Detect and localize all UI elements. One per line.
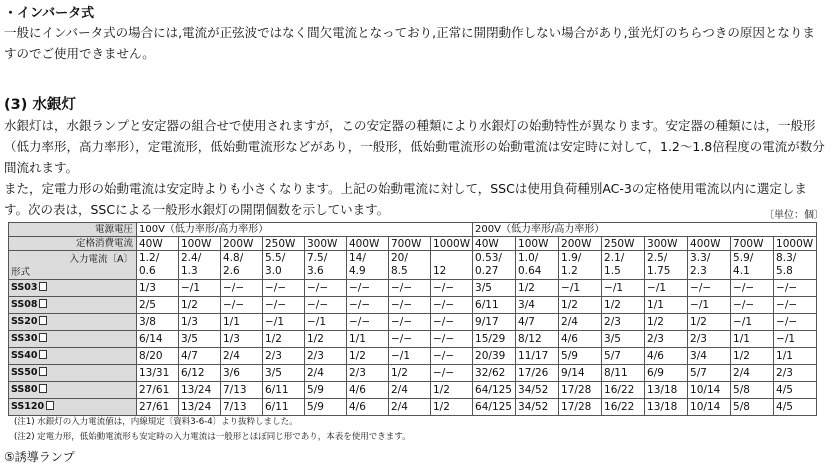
current-top: 2.5/ (647, 252, 668, 264)
current-top: 5.5/ (265, 252, 286, 264)
count-cell: 32/62 (473, 365, 516, 382)
current-bottom: 3.0 (265, 265, 282, 277)
count-cell: 4/5 (774, 382, 817, 399)
header-current-label (9, 251, 137, 280)
count-cell: −/1 (305, 314, 347, 331)
count-cell: −/− (774, 297, 817, 314)
table-row (9, 331, 817, 348)
count-cell: 1/1 (645, 297, 688, 314)
current-cell (263, 251, 305, 280)
count-cell: 13/18 (645, 382, 688, 399)
table-row (9, 280, 817, 297)
count-cell: −/− (305, 297, 347, 314)
current-top: 4.8/ (223, 252, 244, 264)
count-cell: 6/9 (645, 365, 688, 382)
count-cell: 4/6 (559, 331, 602, 348)
current-bottom: 4.9 (349, 265, 366, 277)
count-cell: 1/2 (645, 314, 688, 331)
current-cell (137, 251, 179, 280)
count-cell: 1/2 (263, 331, 305, 348)
count-cell: 1/2 (305, 331, 347, 348)
current-bottom: 0.64 (518, 265, 542, 277)
count-cell: −/− (347, 314, 389, 331)
switching-count-table (8, 222, 817, 416)
count-cell: 1/1 (774, 348, 817, 365)
table-row (9, 348, 817, 365)
current-cell (221, 251, 263, 280)
count-cell: 2/3 (602, 314, 645, 331)
count-cell: 8/12 (516, 331, 559, 348)
count-cell: 1/3 (179, 314, 221, 331)
count-cell: 2/4 (305, 365, 347, 382)
count-cell: −/− (431, 314, 473, 331)
current-bottom: 1.3 (181, 265, 198, 277)
header-power-label: 定格消費電流 (9, 237, 137, 251)
current-cell (305, 251, 347, 280)
current-cell (559, 251, 602, 280)
count-cell: −/1 (774, 331, 817, 348)
count-cell: −/1 (688, 297, 731, 314)
current-cell (431, 251, 473, 280)
table-row (9, 314, 817, 331)
current-top: 7.5/ (307, 252, 328, 264)
count-cell: 6/11 (263, 399, 305, 416)
count-cell: 3/5 (179, 331, 221, 348)
current-bottom: 2.3 (690, 265, 707, 277)
watt-cell: 300W (645, 237, 688, 251)
count-cell: 2/4 (389, 399, 431, 416)
count-cell: 3/5 (473, 280, 516, 297)
current-top: 1.9/ (561, 252, 582, 264)
count-cell: 3/4 (516, 297, 559, 314)
header-row-current (9, 251, 817, 280)
current-bottom: 12 (433, 265, 447, 277)
mercury-heading: (3) 水銀灯 (4, 97, 76, 113)
model-cell: SS20 (9, 314, 137, 331)
current-bottom: 8.5 (391, 265, 408, 277)
model-cell: SS50 (9, 365, 137, 382)
table-row (9, 297, 817, 314)
count-cell: 4/6 (347, 399, 389, 416)
count-cell: 1/2 (431, 382, 473, 399)
count-cell: 5/8 (731, 382, 774, 399)
count-cell: −/− (221, 280, 263, 297)
count-cell: 4/7 (516, 314, 559, 331)
group-200v: 200V（低力率形/高力率形） (473, 223, 817, 237)
next-section-heading: ⑤誘導ランプ (4, 450, 75, 464)
count-cell: 2/3 (688, 331, 731, 348)
count-cell: 16/22 (602, 382, 645, 399)
count-cell: −/− (389, 314, 431, 331)
count-cell: 1/2 (347, 348, 389, 365)
count-cell: 9/17 (473, 314, 516, 331)
count-cell: 3/6 (221, 365, 263, 382)
current-cell (731, 251, 774, 280)
count-cell: 2/3 (305, 348, 347, 365)
count-cell: 2/3 (347, 365, 389, 382)
count-cell: 13/24 (179, 382, 221, 399)
count-cell: 3/5 (602, 331, 645, 348)
count-cell: −/− (774, 280, 817, 297)
count-cell: 1/1 (347, 331, 389, 348)
current-top: 2.1/ (604, 252, 625, 264)
count-cell: 1/2 (389, 365, 431, 382)
count-cell: 17/28 (559, 382, 602, 399)
count-cell: 2/5 (137, 297, 179, 314)
model-cell: SS08 (9, 297, 137, 314)
watt-cell: 1000W (431, 237, 473, 251)
model-cell: SS120 (9, 399, 137, 416)
count-cell: 5/9 (305, 382, 347, 399)
inverter-heading: ・インバータ式 (4, 6, 95, 21)
inverter-text: 一般にインバータ式の場合には,電流が正弦波ではなく間欠電流となっており,正常に開閉動作しない場合があり,蛍光灯のちらつきの原因となりますのでご使用できません。 (4, 25, 815, 61)
count-cell: 17/26 (516, 365, 559, 382)
current-cell (774, 251, 817, 280)
watt-cell: 250W (602, 237, 645, 251)
current-top: 20/ (391, 252, 408, 264)
current-bottom: 0.6 (139, 265, 156, 277)
count-cell: −/1 (179, 280, 221, 297)
count-cell: 1/1 (221, 314, 263, 331)
count-cell: 13/31 (137, 365, 179, 382)
count-cell: 27/61 (137, 399, 179, 416)
count-cell: 8/20 (137, 348, 179, 365)
header-row-voltage (9, 223, 817, 237)
count-cell: 8/11 (602, 365, 645, 382)
current-top: 1.0/ (518, 252, 539, 264)
count-cell: 5/7 (602, 348, 645, 365)
count-cell: 64/125 (473, 382, 516, 399)
model-cell: SS40 (9, 348, 137, 365)
note-1: (注1) 水銀灯の入力電流値は，内線規定〔資料3-6-4〕より抜粋しました。 (14, 417, 298, 427)
count-cell: 2/4 (221, 348, 263, 365)
count-cell: −/− (774, 314, 817, 331)
watt-cell: 100W (516, 237, 559, 251)
count-cell: 5/9 (559, 348, 602, 365)
unit-label: 〔単位：個〕 (764, 210, 824, 221)
current-cell (347, 251, 389, 280)
count-cell: 1/2 (731, 348, 774, 365)
count-cell: 7/13 (221, 399, 263, 416)
count-cell: 16/22 (602, 399, 645, 416)
current-top: 5.9/ (733, 252, 754, 264)
current-label: 入力電流〔A〕 (69, 254, 133, 265)
count-cell: −/− (431, 297, 473, 314)
count-cell: 13/18 (645, 399, 688, 416)
count-cell: 17/28 (559, 399, 602, 416)
count-cell: −/− (431, 365, 473, 382)
count-cell: 34/52 (516, 399, 559, 416)
table-row (9, 382, 817, 399)
count-cell: 6/11 (263, 382, 305, 399)
current-cell (473, 251, 516, 280)
count-cell: 15/29 (473, 331, 516, 348)
mercury-paragraph-1: 水銀灯は，水銀ランプと安定器の組合せで使用されますが，この安定器の種類により水銀灯の始動特性が異なります。安定器の種類には，一般形（低力率形，高力率形），定電流形，低始動電流形などがあり，一般形，低始動電流形の始動電流は安定時に対して，1.2～1.8倍程度の電流が数分間流れます。 (4, 118, 825, 175)
watt-cell: 300W (305, 237, 347, 251)
note-2: (注2) 定電力形，低始動電流形も安定時の入力電流は一般形とほぼ同じ形であり，本表を使用できます。 (14, 432, 411, 442)
count-cell: −/− (389, 297, 431, 314)
count-cell: 34/52 (516, 382, 559, 399)
current-bottom: 5.8 (776, 265, 793, 277)
current-cell (602, 251, 645, 280)
count-cell: −/− (389, 280, 431, 297)
count-cell: −/− (431, 280, 473, 297)
form-label: 形式 (11, 267, 31, 278)
count-cell: 10/14 (688, 382, 731, 399)
count-cell: 1/1 (731, 331, 774, 348)
table-row (9, 399, 817, 416)
count-cell: 7/13 (221, 382, 263, 399)
count-cell: −/− (431, 348, 473, 365)
count-cell: 1/2 (431, 399, 473, 416)
current-top: 2.4/ (181, 252, 202, 264)
count-cell: 6/14 (137, 331, 179, 348)
watt-cell: 1000W (774, 237, 817, 251)
count-cell: 20/39 (473, 348, 516, 365)
count-cell: −/1 (263, 314, 305, 331)
current-bottom: 1.75 (647, 265, 671, 277)
watt-cell: 40W (473, 237, 516, 251)
count-cell: 1/3 (221, 331, 263, 348)
current-cell (179, 251, 221, 280)
watt-cell: 250W (263, 237, 305, 251)
watt-cell: 100W (179, 237, 221, 251)
count-cell: −/− (221, 297, 263, 314)
count-cell: −/− (431, 331, 473, 348)
count-cell: 6/12 (179, 365, 221, 382)
count-cell: 4/7 (179, 348, 221, 365)
current-top: 0.53/ (475, 252, 502, 264)
count-cell: 1/2 (602, 297, 645, 314)
count-cell: 1/2 (688, 314, 731, 331)
watt-cell: 700W (731, 237, 774, 251)
count-cell: 1/3 (137, 280, 179, 297)
watt-cell: 200W (559, 237, 602, 251)
count-cell: −/− (731, 280, 774, 297)
count-cell: 4/6 (645, 348, 688, 365)
count-cell: 2/3 (263, 348, 305, 365)
table-row (9, 365, 817, 382)
current-top: 8.3/ (776, 252, 797, 264)
current-bottom: 4.1 (733, 265, 750, 277)
count-cell: 27/61 (137, 382, 179, 399)
current-cell (516, 251, 559, 280)
count-cell: 11/17 (516, 348, 559, 365)
count-cell: 1/2 (559, 297, 602, 314)
current-bottom: 2.6 (223, 265, 240, 277)
count-cell: −/1 (731, 314, 774, 331)
count-cell: −/1 (559, 280, 602, 297)
watt-cell: 400W (688, 237, 731, 251)
watt-cell: 700W (389, 237, 431, 251)
count-cell: −/− (688, 280, 731, 297)
count-cell: 1/2 (516, 280, 559, 297)
model-cell: SS30 (9, 331, 137, 348)
current-cell (688, 251, 731, 280)
count-cell: −/− (347, 280, 389, 297)
count-cell: 64/125 (473, 399, 516, 416)
count-cell: 2/3 (645, 331, 688, 348)
current-bottom: 3.6 (307, 265, 324, 277)
watt-cell: 200W (221, 237, 263, 251)
count-cell: 2/4 (389, 382, 431, 399)
count-cell: 2/4 (559, 314, 602, 331)
count-cell: 5/8 (731, 399, 774, 416)
current-bottom: 0.27 (475, 265, 499, 277)
current-top: 1.2/ (139, 252, 160, 264)
current-top: 14/ (349, 252, 366, 264)
count-cell: 3/5 (263, 365, 305, 382)
count-cell: 4/6 (347, 382, 389, 399)
watt-cell: 40W (137, 237, 179, 251)
count-cell: −/1 (602, 280, 645, 297)
count-cell: 3/8 (137, 314, 179, 331)
count-cell: 2/4 (731, 365, 774, 382)
current-cell (389, 251, 431, 280)
count-cell: −/− (347, 297, 389, 314)
count-cell: 3/4 (688, 348, 731, 365)
current-top: 3.3/ (690, 252, 711, 264)
current-cell (645, 251, 688, 280)
mercury-paragraph-2: また，定電力形の始動電流は安定時よりも小さくなります。上記の始動電流に対して，SSCは使用負荷種別AC-3の定格使用電流以内に選定します。次の表は，SSCによる一般形水銀灯の開閉個数を示しています。 (4, 181, 807, 217)
model-cell: SS80 (9, 382, 137, 399)
count-cell: −/− (305, 280, 347, 297)
count-cell: 10/14 (688, 399, 731, 416)
current-bottom: 1.5 (604, 265, 621, 277)
count-cell: 4/5 (774, 399, 817, 416)
count-cell: 1/2 (179, 297, 221, 314)
header-voltage-label: 電源電圧 (9, 223, 137, 237)
current-bottom: 1.2 (561, 265, 578, 277)
count-cell: −/− (263, 297, 305, 314)
count-cell: −/1 (389, 348, 431, 365)
count-cell: 2/3 (774, 365, 817, 382)
count-cell: 9/14 (559, 365, 602, 382)
model-cell: SS03 (9, 280, 137, 297)
count-cell: −/1 (645, 280, 688, 297)
count-cell: −/− (263, 280, 305, 297)
count-cell: 6/11 (473, 297, 516, 314)
count-cell: 5/7 (688, 365, 731, 382)
count-cell: −/− (389, 331, 431, 348)
count-cell: −/− (731, 297, 774, 314)
header-row-power (9, 237, 817, 251)
count-cell: 5/9 (305, 399, 347, 416)
watt-cell: 400W (347, 237, 389, 251)
count-cell: 13/24 (179, 399, 221, 416)
group-100v: 100V（低力率形/高力率形） (137, 223, 473, 237)
